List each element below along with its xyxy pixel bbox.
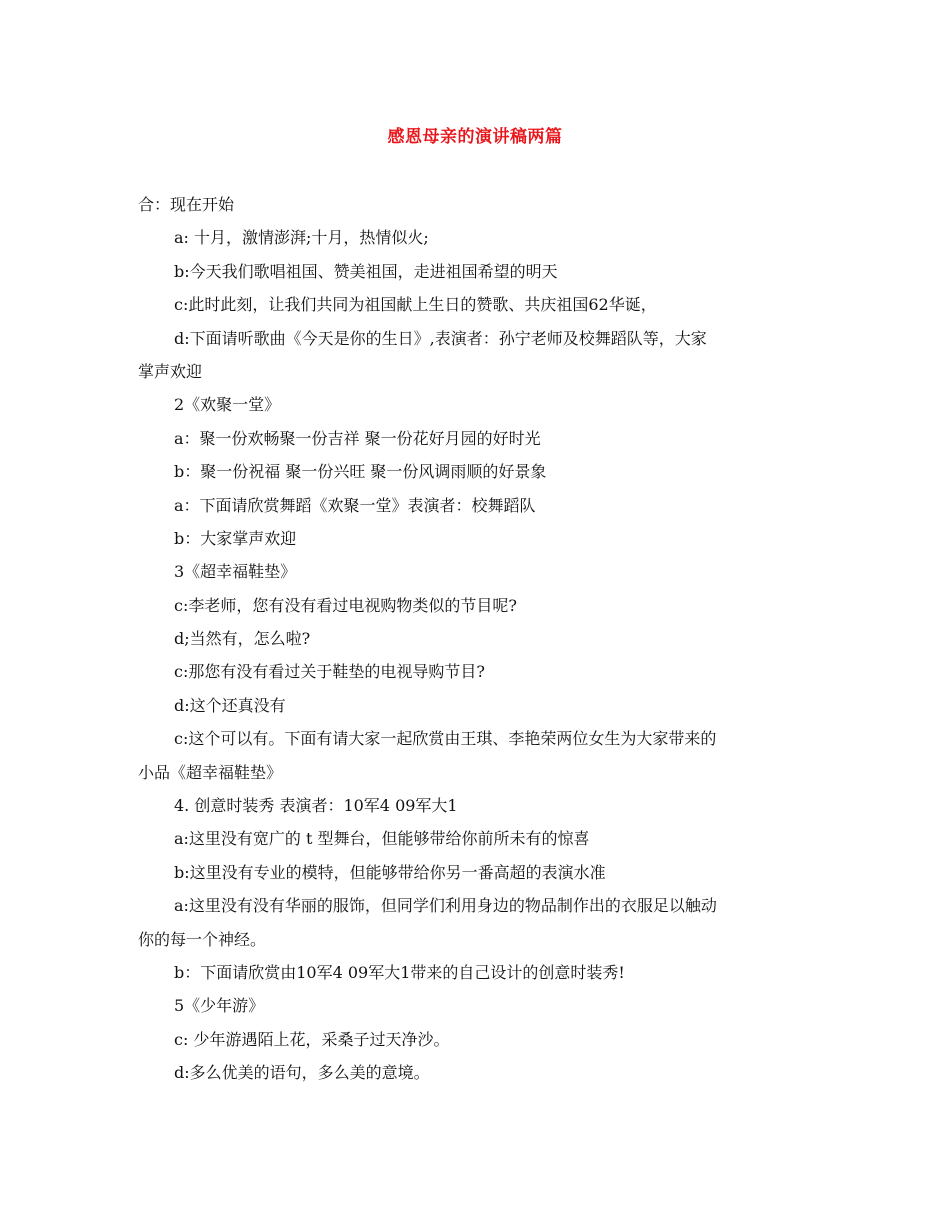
- text-line: b:这里没有专业的模特，但能够带给你另一番高超的表演水准: [174, 862, 606, 882]
- text-line: d:下面请听歌曲《今天是你的生日》,表演者：孙宁老师及校舞蹈队等，大家: [174, 328, 707, 348]
- text-line: c:此时此刻，让我们共同为祖国献上生日的赞歌、共庆祖国62华诞，: [174, 295, 657, 315]
- text-line: b：聚一份祝福 聚一份兴旺 聚一份风调雨顺的好景象: [174, 462, 547, 482]
- text-line: d:多么优美的语句，多么美的意境。: [174, 1063, 430, 1083]
- text-line: a: 十月，激情澎湃;十月，热情似火;: [174, 228, 429, 248]
- text-line: d:这个还真没有: [174, 695, 286, 715]
- text-line: c:李老师，您有没有看过电视购物类似的节目呢?: [174, 595, 517, 615]
- text-line: a:这里没有宽广的 t 型舞台，但能够带给你前所未有的惊喜: [174, 829, 590, 849]
- text-line: a:这里没有没有华丽的服饰，但同学们利用身边的物品制作出的衣服足以触动: [174, 896, 717, 916]
- text-line: 5《少年游》: [174, 996, 265, 1016]
- text-line: 2《欢聚一堂》: [174, 395, 281, 415]
- text-line: 掌声欢迎: [138, 361, 203, 381]
- text-line: a：下面请欣赏舞蹈《欢聚一堂》表演者：校舞蹈队: [174, 495, 536, 515]
- text-line: c: 少年游遇陌上花，采桑子过天净沙。: [174, 1029, 450, 1049]
- text-line: 合：现在开始: [138, 195, 235, 214]
- text-line: 3《超幸福鞋垫》: [174, 562, 297, 582]
- text-line: b：下面请欣赏由10军4 09军大1带来的自己设计的创意时装秀!: [174, 962, 625, 982]
- text-line: 小品《超幸福鞋垫》: [138, 762, 283, 782]
- text-line: 你的每一个神经。: [138, 929, 267, 949]
- text-line: b：大家掌声欢迎: [174, 528, 297, 548]
- text-line: 4. 创意时装秀 表演者：10军4 09军大1: [174, 796, 458, 816]
- text-line: c:那您有没有看过关于鞋垫的电视导购节目?: [174, 662, 485, 682]
- text-line: a：聚一份欢畅聚一份吉祥 聚一份花好月园的好时光: [174, 428, 541, 448]
- text-line: d;当然有，怎么啦?: [174, 629, 311, 649]
- text-line: b:今天我们歌唱祖国、赞美祖国，走进祖国希望的明天: [174, 261, 558, 281]
- document-body: [138, 188, 814, 1090]
- document-title: 感恩母亲的演讲稿两篇: [387, 127, 563, 147]
- text-line: c:这个可以有。下面有请大家一起欣赏由王琪、李艳荣两位女生为大家带来的: [174, 729, 717, 749]
